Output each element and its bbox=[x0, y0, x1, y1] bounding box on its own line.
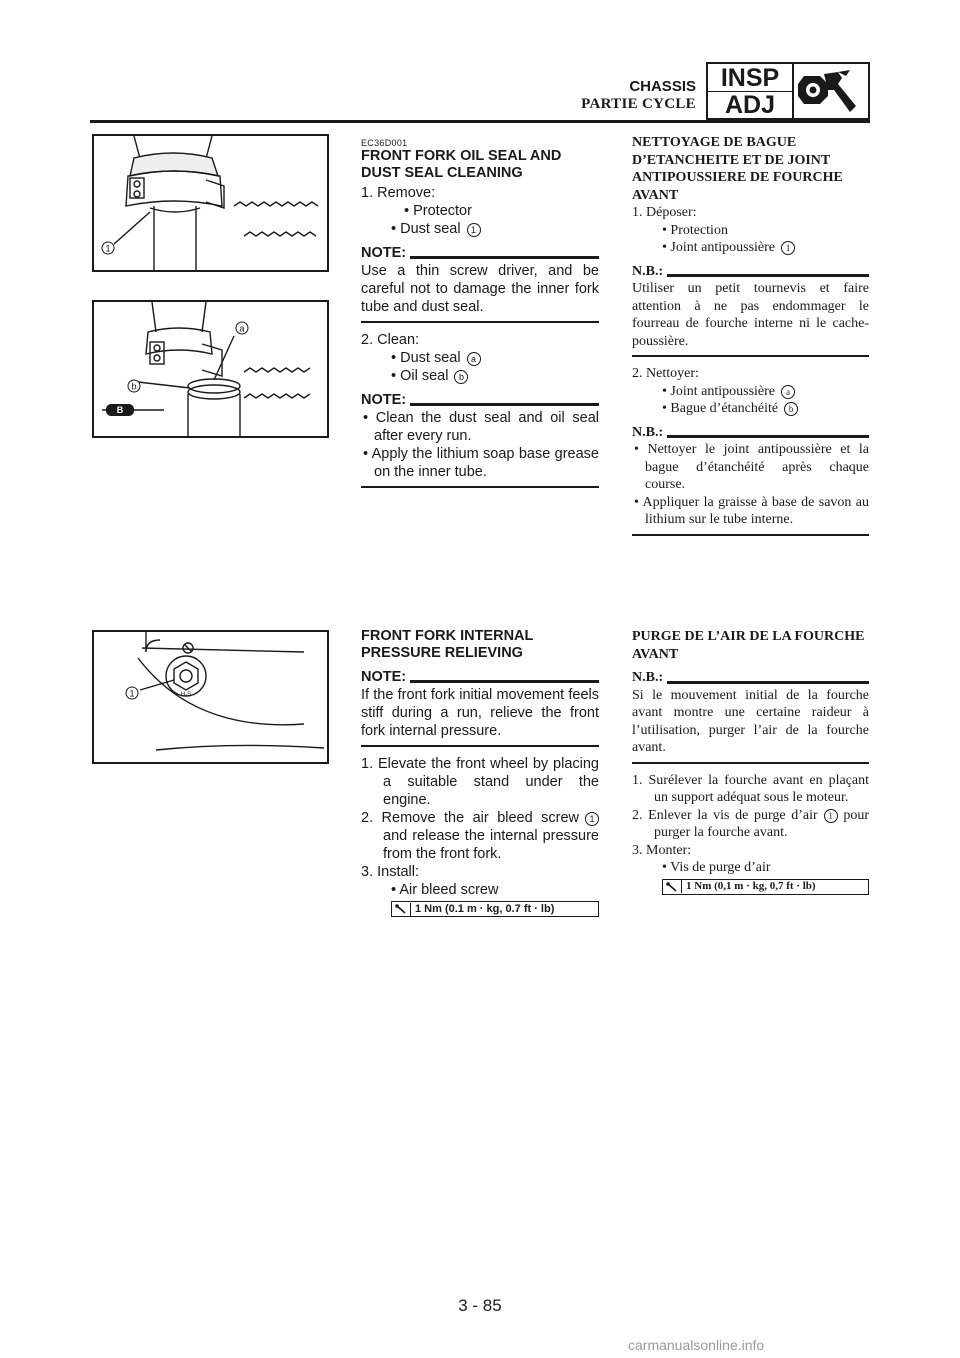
step1-label-fr: 1. Déposer: bbox=[632, 205, 697, 220]
step-monter: 3. Monter: bbox=[632, 842, 692, 858]
fork-seal-illustration bbox=[94, 302, 327, 436]
badge-adj-label: ADJ bbox=[724, 91, 775, 119]
note2-item-1: • Clean the dust seal and oil seal after every run. bbox=[363, 410, 599, 444]
section2-en bbox=[361, 628, 599, 917]
watermark: carmanualsonline.info bbox=[628, 1337, 765, 1353]
step1-label: 1. Remove: bbox=[361, 185, 436, 201]
fig3-marking: H-S bbox=[180, 692, 192, 698]
fig2-callout-a: a bbox=[239, 323, 245, 334]
bullet-protector: • Protector bbox=[404, 203, 472, 219]
torque-spec: 1 Nm (0.1 m · kg, 0.7 ft · lb) bbox=[391, 901, 599, 917]
bullet-joint: • Joint antipoussière 1 bbox=[662, 240, 795, 255]
bullet-dust-seal: • Dust seal 1 bbox=[391, 221, 481, 237]
nb2-label: N.B.: bbox=[632, 424, 664, 440]
note2-label: NOTE: bbox=[361, 392, 407, 408]
section-code: EC36D001 bbox=[361, 138, 408, 148]
nb-text: Utiliser un petit tournevis et faire attention à ne pas endommager le fourreau de fourche interne ni le cache-poussière. bbox=[632, 281, 869, 349]
torque-wrench-icon bbox=[663, 880, 682, 893]
figure-air-bleed-screw bbox=[92, 630, 329, 764]
section2-fr bbox=[632, 628, 869, 895]
note3-label: NOTE: bbox=[361, 669, 407, 685]
section1-en-title: FRONT FORK OIL SEAL AND DUST SEAL CLEANING bbox=[361, 148, 562, 181]
fig2-callout-b: b bbox=[131, 381, 137, 392]
nb3-label: N.B.: bbox=[632, 670, 664, 685]
note2-item-2: • Apply the lithium soap base grease on the inner tube. bbox=[363, 446, 599, 480]
note-text: Use a thin screw driver, and be careful not to damage the inner fork tube and dust seal. bbox=[361, 263, 599, 315]
fig1-callout-1: 1 bbox=[105, 243, 111, 254]
grease-mark: B bbox=[116, 405, 124, 415]
step2-label-fr: 2. Nettoyer: bbox=[632, 366, 699, 381]
step-install: 3. Install: bbox=[361, 864, 420, 880]
step-remove-screw: 2. Remove the air bleed screw 1 and release the internal pressure from the front fork. bbox=[361, 810, 599, 862]
section1-en bbox=[361, 138, 599, 496]
fig3-callout-1: 1 bbox=[129, 688, 135, 699]
step-enlever-vis: 2. Enlever la vis de purge d’air 1 pour purger la fourche avant. bbox=[632, 807, 869, 840]
header-rule bbox=[90, 120, 870, 123]
section-title-en: CHASSIS bbox=[629, 78, 696, 95]
figure-dust-seal-removal bbox=[92, 134, 329, 272]
nb3-text: Si le mouvement initial de la fourche avant montre une certaine raideur à l’utilisation, purger l’air de la fourche avant. bbox=[632, 687, 869, 755]
torque-spec-fr: 1 Nm (0,1 m · kg, 0,7 ft · lb) bbox=[662, 879, 869, 895]
fork-protector-illustration bbox=[94, 136, 327, 270]
wrench-tools-icon bbox=[794, 66, 866, 116]
section2-en-title: FRONT FORK INTERNAL PRESSURE RELIEVING bbox=[361, 628, 534, 661]
badge-insp-label: INSP bbox=[708, 64, 792, 92]
step-surelever: 1. Surélever la fourche avant en plaçant un support adéquat sous le moteur. bbox=[632, 772, 869, 805]
nb2-item-2: • Appliquer la graisse à base de savon au lithium sur le tube interne. bbox=[634, 494, 869, 527]
bullet-oil-seal-b: • Oil seal b bbox=[391, 368, 468, 384]
section2-fr-title: PURGE DE L’AIR DE LA FOURCHE AVANT bbox=[632, 629, 865, 662]
bullet-vis-purge: • Vis de purge d’air bbox=[662, 860, 771, 875]
step-elevate: 1. Elevate the front wheel by placing a suitable stand under the engine. bbox=[361, 756, 599, 808]
nb2-item-1: • Nettoyer le joint antipoussière et la bague d’étanchéité après chaque course. bbox=[634, 442, 870, 492]
note-label: NOTE: bbox=[361, 245, 407, 261]
page-number: 3 - 85 bbox=[458, 1296, 502, 1315]
section1-fr-title: NETTOYAGE DE BAGUE D’ETANCHEITE ET DE JOINT ANTIPOUSSIERE DE FOURCHE AVANT bbox=[632, 135, 843, 203]
bullet-air-bleed-screw: • Air bleed screw bbox=[391, 882, 499, 898]
insp-adj-badge bbox=[706, 62, 870, 120]
section-title-fr: PARTIE CYCLE bbox=[581, 96, 696, 112]
step2-label: 2. Clean: bbox=[361, 332, 420, 348]
section1-fr bbox=[632, 134, 869, 544]
torque-wrench-icon bbox=[392, 903, 411, 916]
air-bleed-screw-illustration bbox=[94, 632, 327, 762]
note3-text: If the front fork initial movement feels stiff during a run, relieve the front fork internal pressure. bbox=[361, 687, 599, 739]
figure-seal-cleaning bbox=[92, 300, 329, 438]
nb-label: N.B.: bbox=[632, 263, 664, 279]
bullet-dust-seal-a: • Dust seal a bbox=[391, 350, 481, 366]
bullet-joint-a: • Joint antipoussière a bbox=[662, 384, 795, 399]
bullet-bague-b: • Bague d’étanchéité b bbox=[662, 401, 798, 416]
bullet-protection: • Protection bbox=[662, 222, 728, 238]
